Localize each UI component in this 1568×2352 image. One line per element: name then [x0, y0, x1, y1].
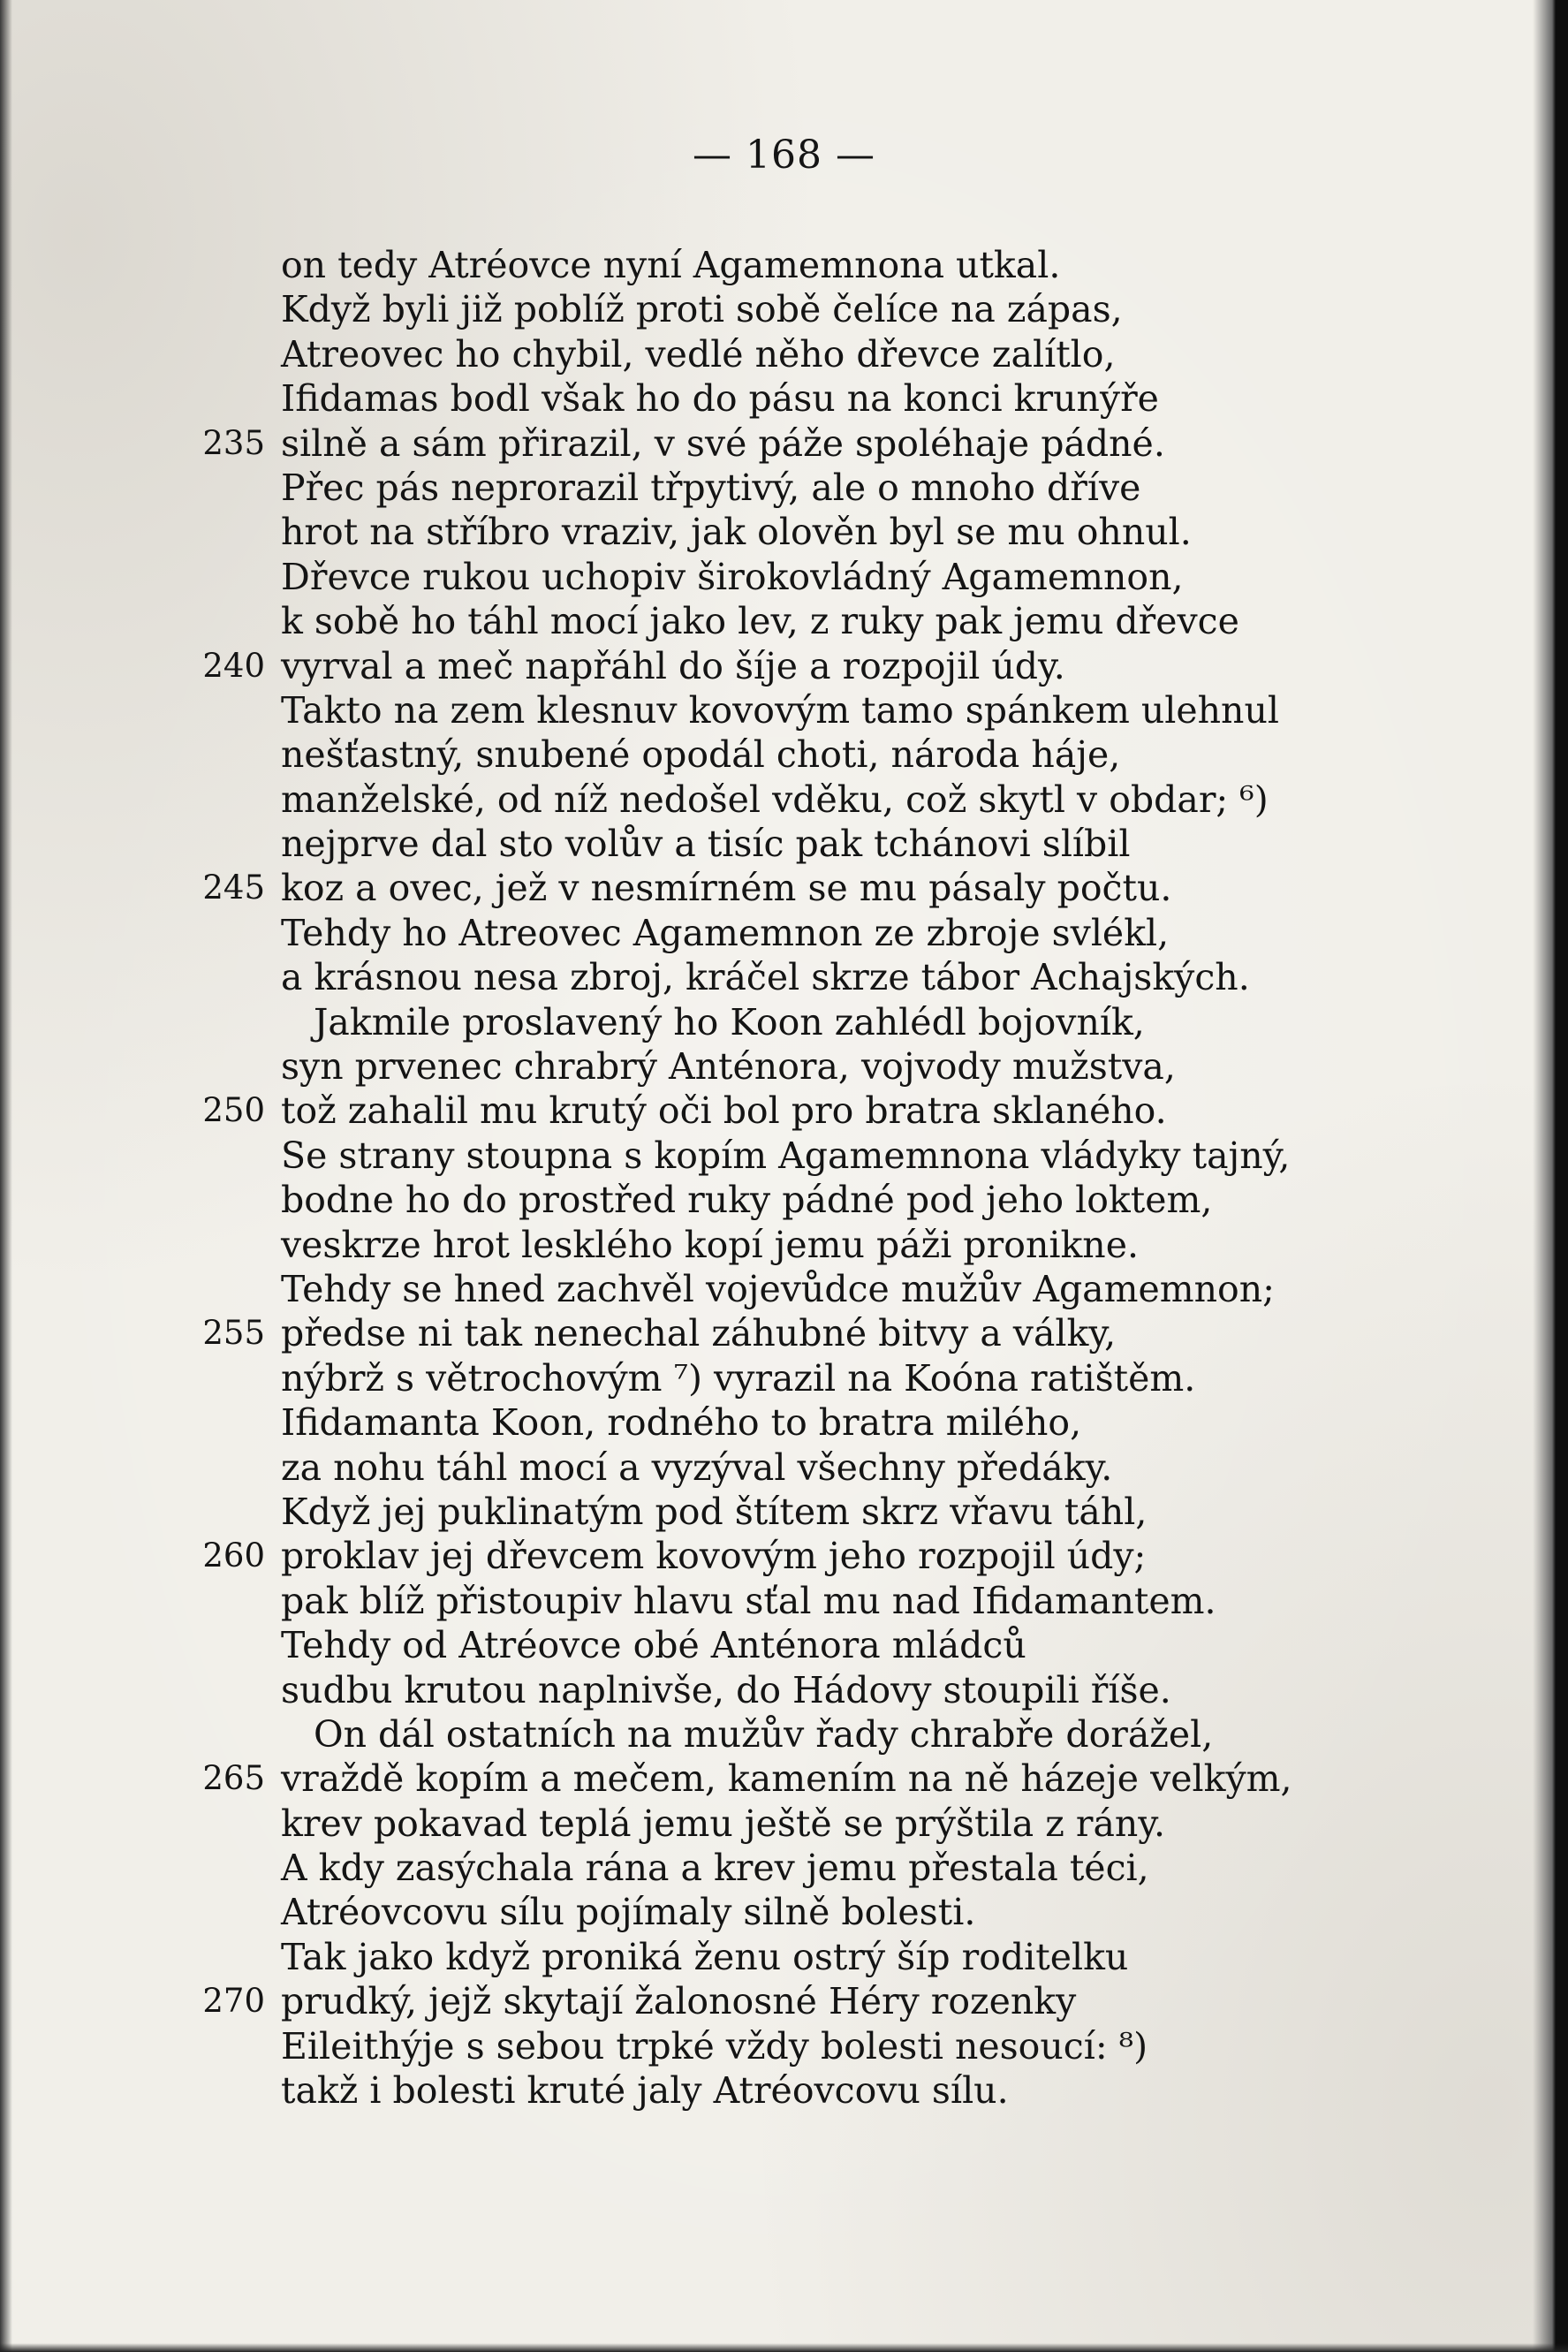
- poem-line: [190, 421, 1391, 466]
- verse-text: hrot na stříbro vraziv, jak olověn byl se mu ohnul.: [281, 511, 1192, 554]
- verse-text: bodne ho do prostřed ruky pádné pod jeho loktem,: [281, 1179, 1213, 1222]
- verse-text: a krásnou nesa zbroj, kráčel skrze tábor Achajských.: [281, 956, 1250, 999]
- scan-edge-left: [0, 0, 12, 2352]
- verse-text: Takto na zem klesnuv kovovým tamo spánkem ulehnul: [281, 688, 1279, 732]
- verse-text: A kdy zasýchala rána a krev jemu přestala téci,: [281, 1847, 1149, 1890]
- poem-line: [190, 1935, 1391, 1979]
- verse-text: Jakmile proslavený ho Koon zahlédl bojovník,: [314, 1000, 1145, 1043]
- verse-text: Se strany stoupna s kopím Agamemnona vládyky tajný,: [281, 1134, 1291, 1177]
- verse-text: vraždě kopím a mečem, kamením na ně házeje velkým,: [281, 1757, 1292, 1801]
- verse-text: manželské, od níž nedošel vděku, což skytl v obdar; ⁶): [281, 778, 1269, 821]
- poem-line: [190, 732, 1391, 777]
- poem-body: [190, 243, 1391, 2113]
- poem-line: [190, 778, 1391, 822]
- verse-text: Tehdy se hned zachvěl vojevůdce mužův Agamemnon;: [281, 1267, 1275, 1310]
- poem-line: [190, 911, 1391, 955]
- verse-text: za nohu táhl mocí a vyzýval všechny předáky.: [281, 1445, 1113, 1489]
- line-number: 245: [202, 869, 265, 907]
- verse-text: proklav jej dřevcem kovovým jeho rozpojil údy;: [281, 1535, 1147, 1578]
- poem-line: [190, 1623, 1391, 1667]
- poem-line: [190, 2068, 1391, 2113]
- verse-text: Když jej puklinatým pod štítem skrz vřavu táhl,: [281, 1490, 1148, 1533]
- poem-line: [190, 599, 1391, 643]
- poem-line: [190, 1178, 1391, 1222]
- verse-text: pak blíž přistoupiv hlavu sťal mu nad Ifidamantem.: [281, 1579, 1216, 1622]
- verse-text: takž i bolesti kruté jaly Atréovcovu sílu.: [281, 2069, 1009, 2113]
- poem-line: [190, 1534, 1391, 1578]
- poem-line: [190, 1979, 1391, 2023]
- poem-line: [190, 1802, 1391, 1846]
- verse-text: veskrze hrot lesklého kopí jemu páži pronikne.: [281, 1223, 1140, 1266]
- poem-line: [190, 1089, 1391, 1133]
- poem-line: [190, 1579, 1391, 1623]
- poem-line: [190, 688, 1391, 732]
- poem-line: [190, 376, 1391, 421]
- verse-text: tož zahalil mu krutý oči bol pro bratra sklaného.: [281, 1089, 1167, 1133]
- verse-text: nýbrž s větrochovým ⁷) vyrazil na Koóna ratištěm.: [281, 1356, 1196, 1400]
- line-number: 250: [202, 1091, 265, 1130]
- poem-line: [190, 955, 1391, 999]
- poem-line: [190, 1267, 1391, 1311]
- verse-text: Atreovec ho chybil, vedlé něho dřevce zalítlo,: [281, 332, 1116, 376]
- poem-line: [190, 1044, 1391, 1089]
- verse-text: Tehdy od Atréovce obé Anténora mládců: [281, 1624, 1026, 1667]
- poem-line: [190, 287, 1391, 331]
- verse-text: Ifidamas bodl však ho do pásu na konci krunýře: [281, 377, 1159, 421]
- poem-line: [190, 1000, 1391, 1044]
- verse-text: silně a sám přirazil, v své páže spoléhaje pádné.: [281, 421, 1165, 465]
- verse-text: prudký, jejž skytají žalonosné Héry rozenky: [281, 1980, 1077, 2023]
- poem-line: [190, 1356, 1391, 1400]
- poem-line: [190, 332, 1391, 376]
- poem-line: [190, 510, 1391, 554]
- poem-line: [190, 466, 1391, 510]
- verse-text: Ifidamanta Koon, rodného to bratra milého,: [281, 1401, 1082, 1445]
- verse-text: nešťastný, snubené opodál choti, národa háje,: [281, 733, 1121, 777]
- poem-line: [190, 1756, 1391, 1801]
- verse-text: k sobě ho táhl mocí jako lev, z ruky pak jemu dřevce: [281, 600, 1239, 643]
- poem-line: [190, 243, 1391, 287]
- poem-line: [190, 1490, 1391, 1534]
- line-number: 240: [202, 646, 265, 685]
- line-number: 265: [202, 1759, 265, 1798]
- verse-text: Atréovcovu sílu pojímaly silně bolesti.: [281, 1891, 976, 1934]
- verse-text: Tehdy ho Atreovec Agamemnon ze zbroje svlékl,: [281, 911, 1170, 954]
- verse-text: koz a ovec, jež v nesmírném se mu pásaly počtu.: [281, 867, 1172, 910]
- verse-text: Dřevce rukou uchopiv širokovládný Agamemnon,: [281, 555, 1184, 598]
- line-number: 255: [202, 1314, 265, 1353]
- poem-line: [190, 1400, 1391, 1445]
- line-number: 260: [202, 1536, 265, 1575]
- verse-text: Přec pás neprorazil třpytivý, ale o mnoho dříve: [281, 466, 1141, 509]
- verse-text: nejprve dal sto volův a tisíc pak tchánovi slíbil: [281, 823, 1131, 866]
- verse-text: syn prvenec chrabrý Anténora, vojvody mužstva,: [281, 1045, 1176, 1089]
- poem-line: [190, 1134, 1391, 1178]
- verse-text: On dál ostatních na mužův řady chrabře dorážel,: [314, 1712, 1214, 1756]
- line-number: 235: [202, 423, 265, 462]
- page-number: — 168 —: [693, 133, 875, 178]
- poem-line: [190, 1223, 1391, 1267]
- verse-text: sudbu krutou naplnivše, do Hádovy stoupili říše.: [281, 1668, 1171, 1711]
- verse-text: on tedy Atréovce nyní Agamemnona utkal.: [281, 244, 1061, 286]
- verse-text: předse ni tak nenechal záhubné bitvy a války,: [281, 1312, 1117, 1355]
- poem-line: [190, 1311, 1391, 1355]
- poem-line: [190, 1445, 1391, 1490]
- poem-line: [190, 2024, 1391, 2068]
- poem-line: [190, 555, 1391, 599]
- poem-line: [190, 1846, 1391, 1890]
- line-number: 270: [202, 1982, 265, 2021]
- scan-edge-right: [1533, 0, 1568, 2352]
- poem-line: [190, 644, 1391, 688]
- verse-text: Když byli již poblíž proti sobě čelíce na zápas,: [281, 288, 1123, 331]
- verse-text: vyrval a meč napřáhl do šíje a rozpojil údy.: [281, 644, 1065, 687]
- poem-line: [190, 1890, 1391, 1934]
- verse-text: krev pokavad teplá jemu ještě se prýštila z rány.: [281, 1802, 1166, 1845]
- poem-line: [190, 866, 1391, 910]
- poem-line: [190, 1712, 1391, 1756]
- verse-text: Eileithýje s sebou trpké vždy bolesti nesoucí: ⁸): [281, 2024, 1148, 2067]
- poem-line: [190, 822, 1391, 866]
- poem-line: [190, 1668, 1391, 1712]
- scan-edge-bottom: [0, 2343, 1568, 2352]
- verse-text: Tak jako když proniká ženu ostrý šíp roditelku: [281, 1935, 1129, 1978]
